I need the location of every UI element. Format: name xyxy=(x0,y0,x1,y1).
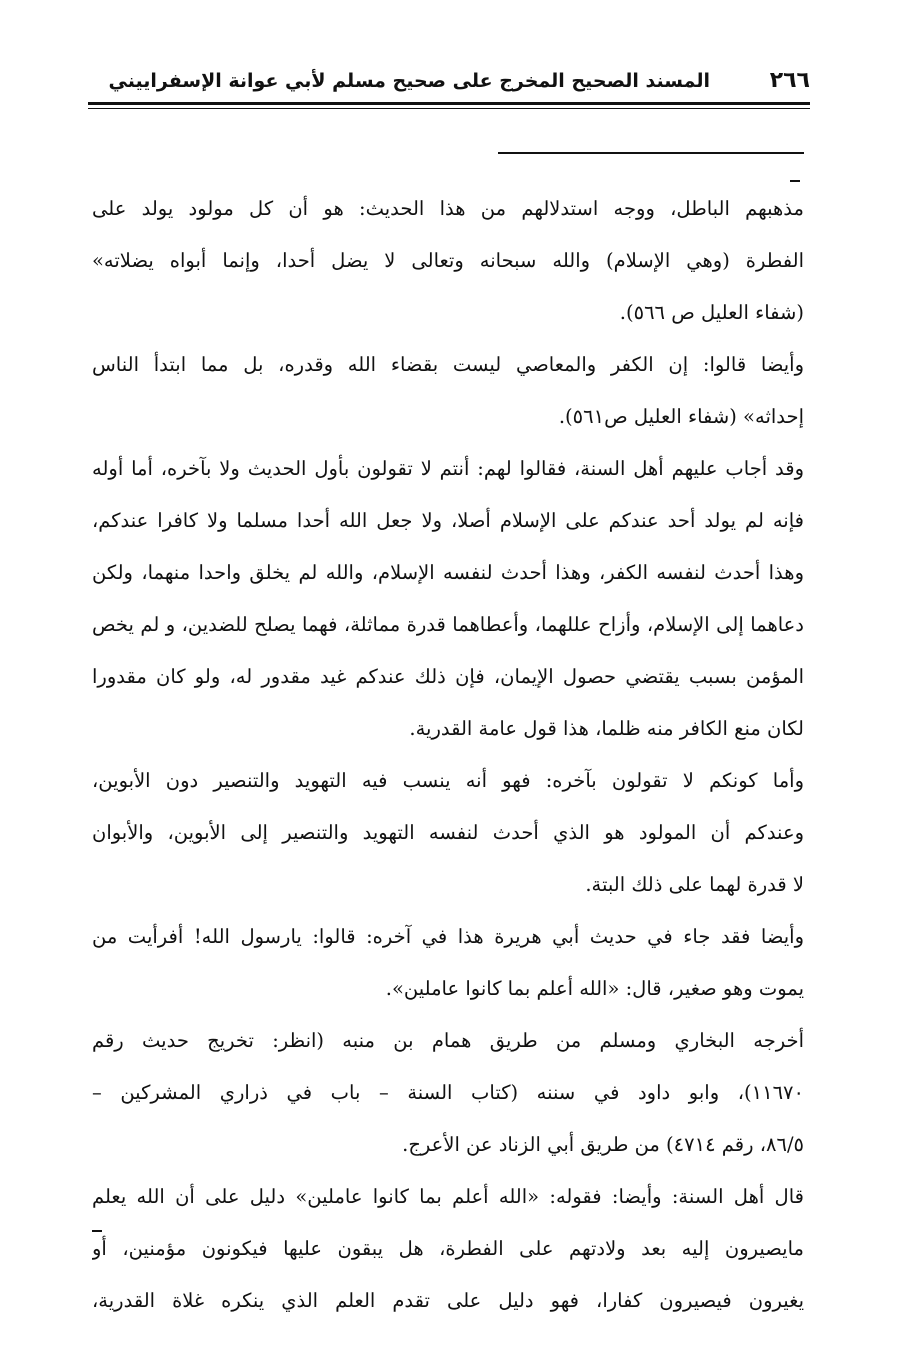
text-line: لكان منع الكافر منه ظلما، هذا قول عامة القدرية. xyxy=(409,717,804,740)
footnote-separator xyxy=(498,152,804,154)
header-rule-thick xyxy=(88,102,810,105)
text-line: ١١٦٧٠)، وابو داود في سننه (كتاب السنة – باب في ذراري المشركين – xyxy=(92,1081,804,1104)
text-line: لا قدرة لهما على ذلك البتة. xyxy=(585,873,804,896)
text-line: إحداثه» (شفاء العليل ص٥٦١). xyxy=(558,405,804,428)
text-line: يموت وهو صغير، قال: «الله أعلم بما كانوا عاملين». xyxy=(385,977,804,1000)
text-line: فإنه لم يولد أحد عندكم على الإسلام أصلا، ولا جعل الله أحدا مسلما ولا كافرا عندكم، xyxy=(92,509,804,532)
text-line: وأيضا فقد جاء في حديث أبي هريرة هذا في آخره: قالوا: يارسول الله! أفرأيت من xyxy=(92,925,804,948)
text-line: الفطرة (وهي الإسلام) والله سبحانه وتعالى لا يضل أحدا، وإنما أبواه يضلاته» xyxy=(92,249,804,272)
continuation-mark-top xyxy=(790,180,800,182)
page-number: ٢٦٦ xyxy=(769,68,810,93)
text-line: (شفاء العليل ص ٥٦٦). xyxy=(619,301,804,324)
text-line: قال أهل السنة: وأيضا: فقوله: «الله أعلم بما كانوا عاملين» دليل على أن الله يعلم xyxy=(92,1185,804,1208)
text-line: ٨٦/٥، رقم ٤٧١٤) من طريق أبي الزناد عن الأعرج. xyxy=(402,1133,804,1156)
continuation-mark-bottom xyxy=(92,1230,102,1232)
text-line: مذهبهم الباطل، ووجه استدلالهم من هذا الحديث: هو أن كل مولود يولد على xyxy=(92,197,804,220)
header-rule-thin xyxy=(88,108,810,109)
text-line: وأيضا قالوا: إن الكفر والمعاصي ليست بقضاء الله وقدره، بل مما ابتدأ الناس xyxy=(92,353,804,376)
text-line: أخرجه البخاري ومسلم من طريق همام بن منبه (انظر: تخريج حديث رقم xyxy=(92,1029,804,1052)
text-line: مايصيرون إليه بعد ولادتهم على الفطرة، هل يبقون عليها فيكونون مؤمنين، أو xyxy=(92,1237,804,1260)
text-line: وهذا أحدث لنفسه الكفر، وهذا أحدث لنفسه الإسلام، والله لم يخلق واحدا منهما، ولكن xyxy=(92,561,804,584)
footnote-text xyxy=(92,183,804,1327)
text-line: وقد أجاب عليهم أهل السنة، فقالوا لهم: أنتم لا تقولون بأول الحديث ولا بآخره، أما أوله xyxy=(92,457,804,480)
running-title: المسند الصحيح المخرج على صحيح مسلم لأبي عوانة الإسفراييني xyxy=(108,70,710,92)
text-line: وعندكم أن المولود هو الذي أحدث لنفسه التهويد والتنصير إلى الأبوين، والأبوان xyxy=(92,821,804,844)
text-line: وأما كونكم لا تقولون بآخره: فهو أنه ينسب فيه التهويد والتنصير دون الأبوين، xyxy=(92,769,804,792)
text-line: يغيرون فيصيرون كفارا، فهو دليل على تقدم العلم الذي ينكره غلاة القدرية، xyxy=(92,1289,804,1312)
text-line: المؤمن بسبب يقتضي حصول الإيمان، فإن ذلك عندكم غيد مقدور له، ولو كان مقدورا xyxy=(92,665,804,688)
page-header xyxy=(88,66,810,102)
text-line: دعاهما إلى الإسلام، وأزاح عللهما، وأعطاهما قدرة مماثلة، فهما يصلح للضدين، و لم يخص xyxy=(92,613,804,636)
